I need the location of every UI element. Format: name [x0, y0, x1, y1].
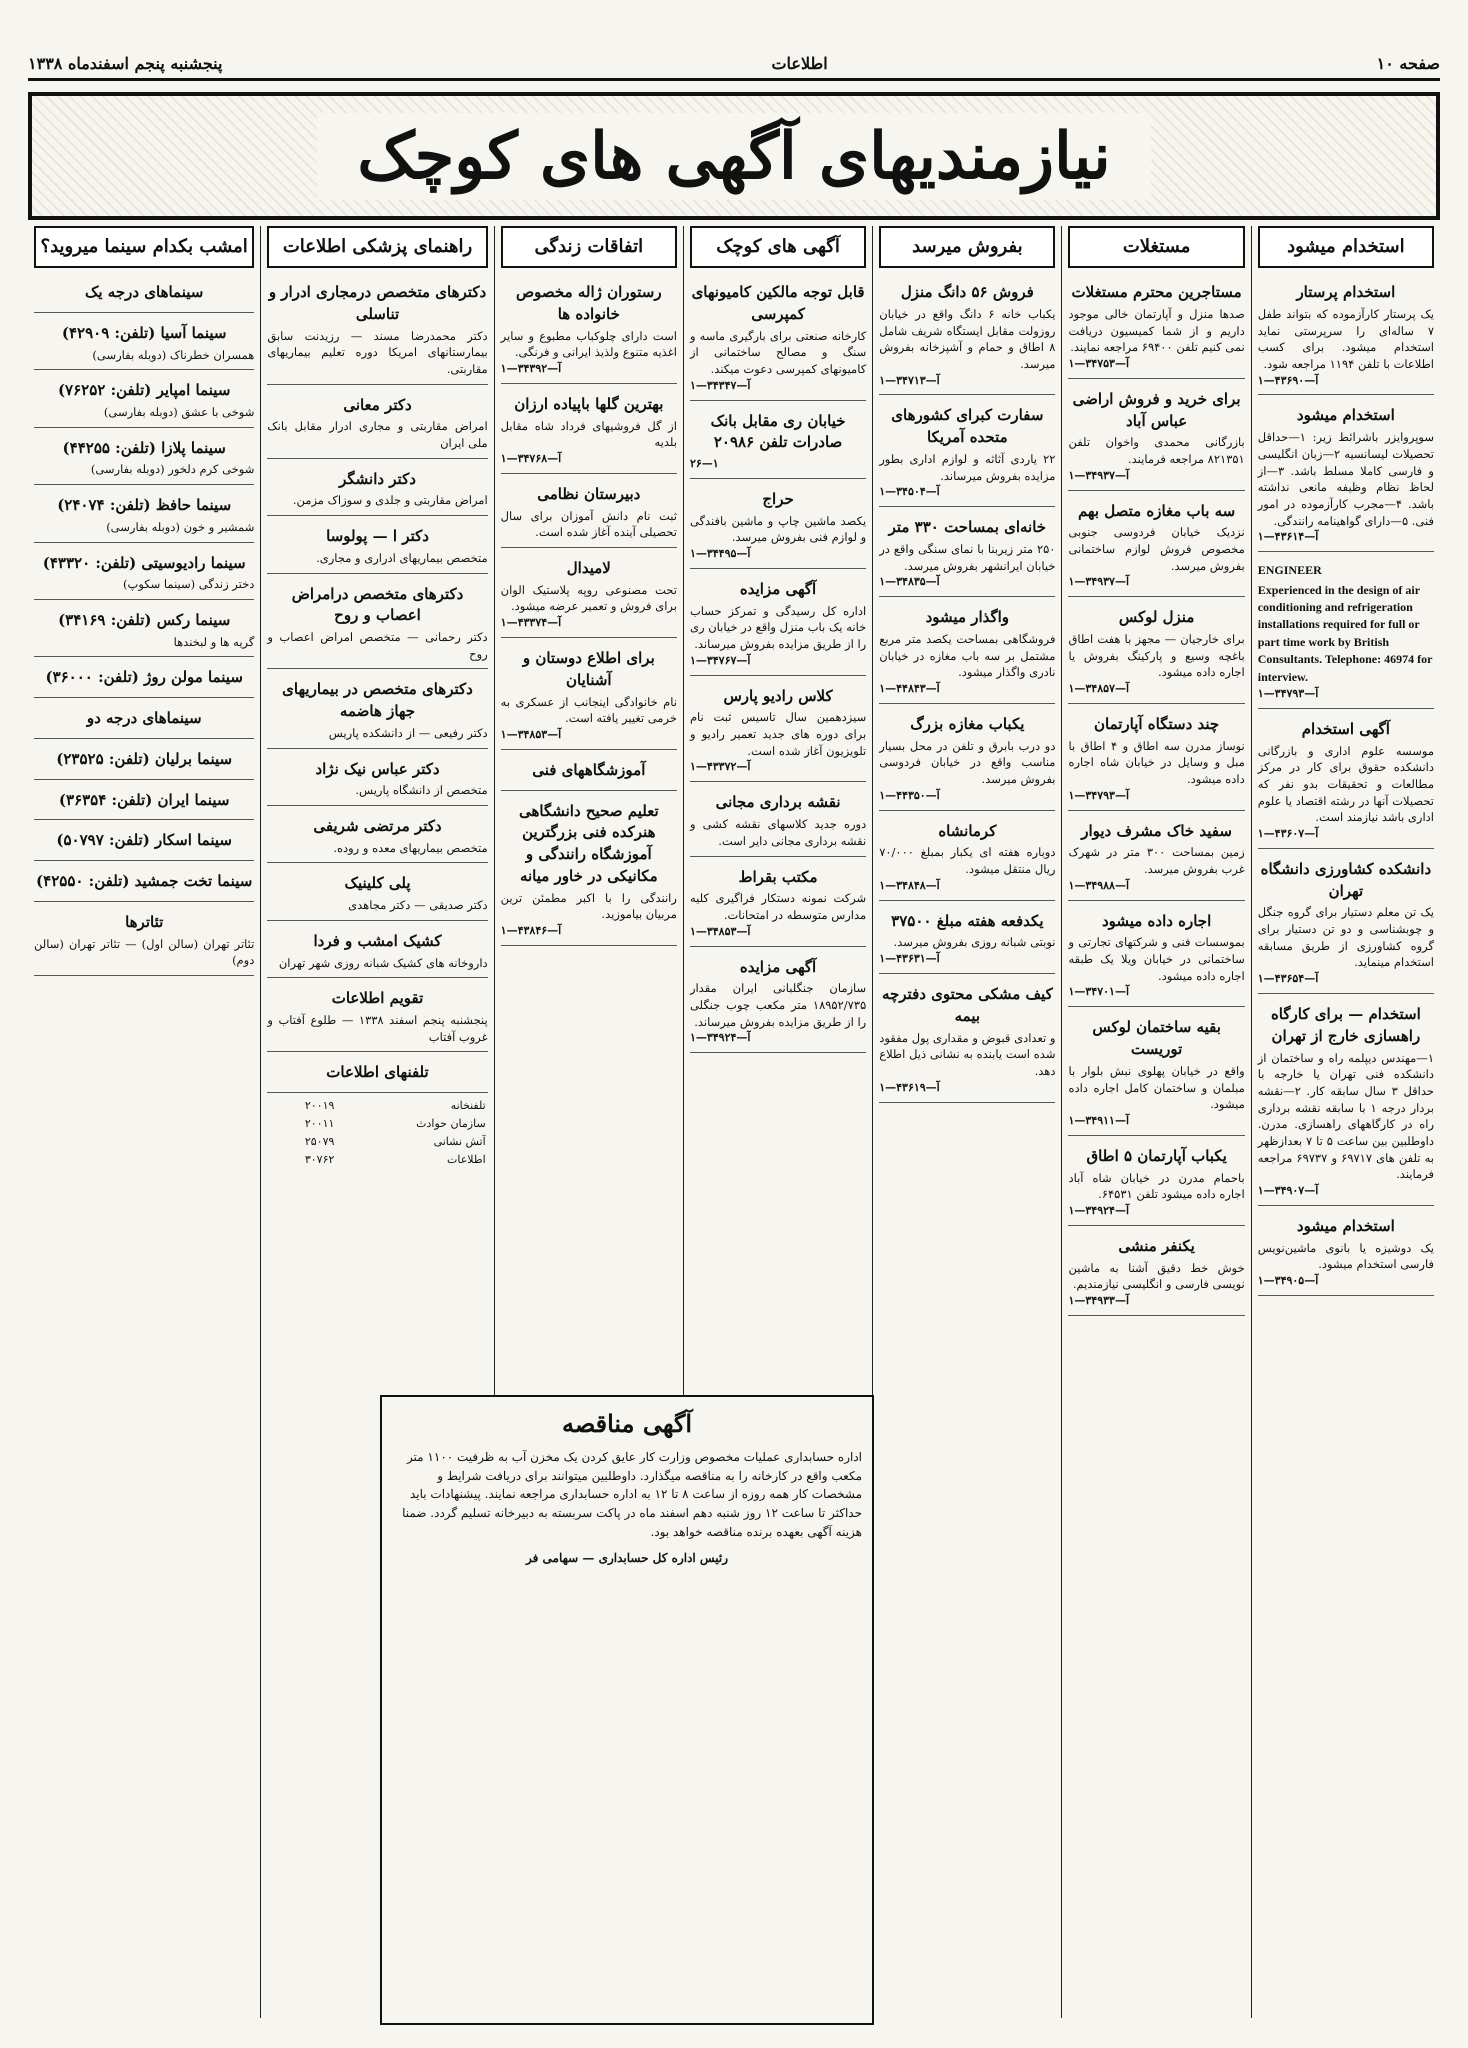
classified-ad: [1258, 1210, 1434, 1296]
phone-number: ۲۵۰۷۹: [304, 1134, 335, 1148]
ad-code: آ—۳۴۷۵۳—۱: [1068, 356, 1129, 370]
phone-name: تلفنخانه: [450, 1099, 486, 1113]
ad-body: تحت مصنوعی روپه پلاستیک الوان برای فروش و تعمیر عرضه میشود.: [500, 582, 677, 614]
ad-code: آ—۳۴۳۹۲—۱: [500, 361, 562, 375]
ad-title: دکتر دانشگر: [339, 469, 416, 488]
ad-title: یکدفعه هفته مبلغ ۳۷۵۰۰: [891, 911, 1044, 930]
ad-body: شمشیر و خون (دوبله بفارسی): [106, 519, 255, 534]
ad-body: پنجشنبه پنجم اسفند ۱۳۳۸ — طلوع آفتاب و غروب آفتاب: [267, 1013, 488, 1044]
classified-column: [28, 226, 260, 2018]
ad-code: آ—۴۳۶۱۹—۱: [879, 1080, 940, 1094]
phone-name: سازمان حوادث: [416, 1117, 486, 1131]
column-heading: اتفاقات زندگی: [501, 226, 677, 268]
classified-ad: [267, 753, 487, 806]
ad-code: آ—۳۴۷۶۷—۱: [689, 653, 751, 667]
ad-title: کشیک امشب و فردا: [313, 931, 442, 950]
classified-ad: [879, 601, 1055, 704]
classified-ad: [1068, 495, 1244, 598]
ad-body: دکتر صدیقی — دکتر مجاهدی: [348, 898, 488, 913]
ad-code: آ—۴۳۳۷۴—۱: [500, 616, 562, 630]
ad-title: لامیدال: [566, 559, 611, 577]
classified-ad: [34, 865, 254, 902]
ad-code: آ—۳۴۹۲۴—۱: [689, 1031, 751, 1045]
ad-body: دوباره هفته ای یکبار بمبلغ ۷۰/۰۰۰ ریال منتقل میشود.: [879, 845, 1056, 877]
ad-title: خیابان ری مقابل بانک صادرات تلفن ۲۰۹۸۶: [710, 411, 846, 452]
ad-title: کیف مشکی محتوی دفترچه بیمه: [881, 985, 1053, 1025]
ad-code: آ—۴۳۶۵۴—۱: [1257, 972, 1319, 986]
ad-title: تقویم اطلاعات: [331, 989, 424, 1008]
ad-body: واقع در خیابان پهلوی نبش بلوار با مبلمان و ساختمان کامل اجاره داده میشود.: [1068, 1063, 1245, 1112]
classified-ad: [501, 478, 677, 548]
classified-column: [1251, 226, 1440, 2018]
classified-ad: [267, 520, 487, 573]
ad-title: دکترهای متخصص درمجاری ادرار و تناسلی: [268, 283, 487, 323]
ad-body: بموسسات فنی و شرکتهای تجارتی و ساختمانی در خیابان ویلا یک طبقه اجاره داده میشود.: [1068, 935, 1245, 983]
ad-body: یک دوشیزه یا بانوی ماشین‌نویس فارسی استخدام میشود.: [1257, 1240, 1434, 1272]
ad-body: دختر زندگی (سینما سکوپ): [123, 577, 255, 592]
page-header: [28, 48, 1440, 81]
ad-title: سینما تخت جمشید (تلفن: ۴۲۵۵۰): [36, 872, 253, 891]
ad-code: آ—۳۴۳۴۷—۱: [689, 378, 751, 392]
ad-code: آ—۳۴۹۲۴—۱: [1068, 1203, 1129, 1217]
classified-ad: [267, 578, 487, 670]
ad-title: پلی کلینیک: [344, 874, 411, 893]
ad-title: بقیه ساختمان لوکس توریست: [1092, 1018, 1221, 1059]
ad-body: کارخانه صنعتی برای بارگیری ماسه و سنگ و مصالح ساختمانی از کامیونهای کمپرسی دعوت میکند.: [689, 328, 867, 376]
ad-code: آ—۳۴۹۳۷—۱: [1068, 468, 1129, 482]
ad-code: آ—۴۴۳۵۰—۱: [879, 788, 940, 802]
classified-ad: [501, 642, 677, 750]
newspaper-name: اطلاعات: [771, 53, 828, 73]
ad-title: سفید خاک مشرف دیوار: [1081, 821, 1232, 840]
ad-code: آ—۳۴۴۹۵—۱: [689, 547, 751, 561]
ad-title: سینما ایران (تلفن: ۳۶۳۵۴): [58, 790, 230, 809]
ad-code: آ—۳۴۵۰۴—۱: [879, 485, 940, 499]
classified-ad: [690, 276, 866, 400]
ad-body: رانندگی را با اکبر مطمئن ترین مربیان بیاموزید.: [500, 890, 677, 922]
classified-ad: [34, 824, 254, 861]
ad-body: خوش خط دقیق آشنا به ماشین نویسی فارسی و انگلیسی نیازمندیم.: [1068, 1260, 1245, 1292]
ad-body: نزدیک خیابان فردوسی جنوبی مخصوص فروش لوازم ساختمانی بفروش میرسد.: [1068, 525, 1245, 573]
phone-number: ۲۰۰۱۱: [304, 1117, 335, 1131]
ad-title: کرمانشاه: [938, 821, 997, 840]
classified-ad: [879, 905, 1055, 974]
ad-body: زمین بمساحت ۳۰۰ متر در شهرک غرب بفروش میرسد.: [1068, 845, 1245, 877]
classified-ad: [1258, 399, 1434, 552]
notice-body: اداره حسابداری عملیات مخصوص وزارت کار عایق کردن یک مخزن آب به ظرفیت ۱۱۰۰ متر مکعب واقع در کارخانه را به مناقصه میگذارد. داوطلبین میتوانند برای دریافت شرایط و مشخصات کار همه روزه از ساعت ۸ تا ۱۲ به اداره حسابداری مراجعه نمایند. پیشنهادات باید حداکثر تا ساعت ۱۲ روز شنبه دهم اسفند ماه در پاکت سربسته به دبیرخانه تسلیم گردد. ضمنا هزینه آگهی بعهده برنده مناقصه خواهد بود.: [402, 1450, 862, 1539]
classified-ad: [34, 743, 254, 780]
ad-code: آ—۳۴۷۰۱—۱: [1068, 985, 1129, 999]
ad-title: سینماهای درجه دو: [86, 709, 202, 728]
phone-name: اطلاعات: [447, 1152, 486, 1166]
ad-code: آ—۴۳۸۴۶—۱: [500, 923, 562, 937]
column-heading: بفروش میرسد: [879, 226, 1055, 268]
ad-title: آموزشگاههای فنی: [532, 760, 646, 779]
ad-body: ۲۲ یاردی آثاثه و لوازم اداری بطور مزایده بفروش میرساند.: [879, 451, 1056, 483]
ad-title: استخدام — برای کارگاه راهسازی خارج از تهران: [1270, 1005, 1421, 1045]
ad-body: امراض مقاربتی و جلدی و سوزاک مزمن.: [292, 493, 488, 508]
classified-ad: [690, 861, 866, 947]
classified-ad: [267, 1056, 487, 1093]
ad-body: دو درب بابرق و تلفن در محل بسیار مناسب واقع در خیابان فردوسی بفروش میرسد.: [879, 738, 1056, 787]
ad-body: است دارای چلوکباب مطبوع و سایر اغذیه متنوع ولذیذ ایرانی و فرنگی.: [500, 328, 677, 360]
ad-body: سوپروایزر باشرائط زیر: ۱—حداقل تحصیلات لیسانسیه ۲—زبان انگلیسی و فارسی کاملا مسلط باشد. ۳—از لحاظ نظام وظیفه مانعی نداشته باشد. ۴—مجرب کارآزموده در امور فنی. ۵—دارای گواهینامه رانندگی.: [1257, 430, 1434, 528]
ad-title: مستاجرین محترم مستغلات: [1071, 283, 1242, 302]
ad-title: سینماهای درجه یک: [84, 283, 204, 302]
ad-title: فروش ۵۶ دانگ منزل: [900, 283, 1034, 302]
classified-ad: [690, 483, 866, 569]
ad-title: سینما پلازا (تلفن: ۴۴۲۵۵): [62, 438, 226, 457]
page-number: صفحه ۱۰: [1376, 53, 1440, 73]
ad-body: یک پرستار کارآزموده که بتواند طفل ۷ ساله‌ای را سرپرستی نماید استخدام میشود. برای کسب اطلاعات با تلفن ۱۱۹۴ مراجعه شود.: [1257, 306, 1434, 371]
phone-row: [267, 1151, 487, 1169]
classified-ad: [34, 784, 254, 821]
ad-title: برای خرید و فروش اراضی عباس آباد: [1072, 389, 1241, 430]
classified-ad: [690, 951, 866, 1054]
ad-code: آ—۳۴۷۶۸—۱: [500, 451, 562, 465]
ad-body: بازرگانی محمدی واخوان تلفن ۸۲۱۳۵۱ مراجعه فرمایند.: [1068, 435, 1245, 466]
classified-ad: [267, 389, 487, 459]
ad-body: ۲۵۰ متر زیربنا با نمای سنگی واقع در خیابان ایرانشهر بفروش میرسد.: [879, 542, 1056, 573]
column-heading: استخدام میشود: [1258, 226, 1434, 268]
ad-title: آگهی مزایده: [739, 580, 817, 599]
notice-title: آگهی مناقصه: [561, 1409, 693, 1438]
ad-body: Experienced in the design of air conditioning and refrigeration installations required for full or part time work by British Consultants. Telephone: 46974 for interview.: [1257, 582, 1433, 684]
classified-ad: [34, 661, 254, 698]
tender-notice: [380, 1395, 874, 2025]
ad-code: آ—۳۴۷۹۳—۱: [1068, 788, 1129, 802]
ad-body: یک تن معلم دستیار برای گروه جنگل و چوبشناسی و دو تن دستیار برای گروه کشاورزی از طریق مسابقه استخدام مینماید.: [1257, 905, 1434, 970]
classified-ad: [267, 276, 487, 385]
classified-ad: [501, 388, 677, 474]
ad-title: حراج: [762, 489, 794, 508]
ad-body: گریه ها و لبخندها: [173, 634, 255, 649]
ad-title: یکنفر منشی: [1118, 1236, 1195, 1255]
classified-ad: [34, 547, 254, 600]
phone-number: ۳۰۷۶۲: [304, 1152, 335, 1166]
ad-body: همسران خطرناک (دوبله بفارسی): [92, 347, 255, 362]
classified-ad: [1258, 713, 1434, 849]
phone-row: [267, 1097, 487, 1115]
ad-title: واگذار میشود: [925, 608, 1010, 627]
classified-ad: [34, 702, 254, 739]
ad-body: داروخانه های کشیک شبانه روزی شهر تهران: [278, 955, 488, 970]
ad-body: موسسه علوم اداری و بازرگانی دانشکده حقوق برای کار در مرکز مطالعات و تحقیقات بدو نفر که تحصیلات آنها در رشته اقتصاد یا علوم اداری باشد نیازمند است.: [1257, 743, 1434, 825]
ad-code: آ—۳۴۸۵۷—۱: [1068, 682, 1129, 696]
ad-title: سینما مولن روژ (تلفن: ۳۶۰۰۰): [45, 668, 243, 687]
classified-ad: [34, 604, 254, 657]
classified-ad: [879, 399, 1055, 507]
classified-ad: [879, 511, 1055, 597]
ad-code: آ—۳۴۸۴۸—۱: [879, 878, 940, 892]
ad-body: نام خانوادگی اینجانب از عسکری به خرمی تغییر یافته است.: [500, 694, 677, 726]
ad-title: برای اطلاع دوستان و آشنایان: [522, 649, 655, 689]
ad-body: متخصص بیماریهای ادراری و مجاری.: [316, 550, 488, 565]
ad-title: سینما برلیان (تلفن: ۲۳۵۲۵): [56, 749, 233, 768]
classified-ad: [1068, 1011, 1244, 1135]
phone-row: [267, 1115, 487, 1133]
classified-ad: [501, 795, 677, 946]
classified-ad: [1068, 1140, 1244, 1226]
classified-ad: [1258, 276, 1434, 395]
ad-body: متخصص از دانشگاه پاریس.: [355, 783, 488, 798]
ad-title: سینما اسکار (تلفن: ۵۰۷۹۷): [56, 831, 232, 850]
ad-code: آ—۴۳۶۳۱—۱: [879, 952, 940, 966]
classified-ad: [1258, 556, 1434, 709]
ad-body: باحمام مدرن در خیابان شاه آباد اجاره داده میشود تلفن ۶۴۵۳۱.: [1068, 1170, 1245, 1202]
ad-title: دکترهای متخصص در بیماریهای جهاز هاضمه: [282, 680, 473, 721]
ad-body: ۱—مهندس دیپلمه راه و ساختمان از دانشکده فنی تهران یا خارجه با حداقل ۳ سال سابقه کار. ۲—نقشه بردار درجه ۱ با سابقه نقشه برداری راه در کارگاههای راهسازی. مدرن. داوطلبین بین ساعت ۵ تا ۷ بعدازظهر به تلفن های ۶۹۷۱۷ و ۶۹۷۳۷ مراجعه فرمایند.: [1257, 1050, 1435, 1182]
classified-ad: [267, 982, 487, 1052]
classified-ad: [34, 432, 254, 485]
ad-body: نوساز مدرن سه اطاق و ۴ اطاق با مبل و وسایل در خیابان شاه اجاره داده میشود.: [1068, 738, 1245, 787]
ad-body: ثبت نام دانش آموزان برای سال تحصیلی آینده آغاز شده است.: [500, 508, 677, 540]
classified-ad: [1068, 601, 1244, 704]
classified-ad: [267, 867, 487, 920]
ad-body: امراض مقاربتی و مجاری ادرار مقابل بانک ملی ایران: [267, 419, 488, 451]
classified-ad: [1068, 905, 1244, 1008]
ad-body: از گل فروشیهای فرداد شاه مقابل بلدیه: [500, 418, 677, 450]
classifieds-masthead: [28, 92, 1440, 220]
ad-title: دبیرستان نظامی: [537, 484, 641, 503]
classified-ad: [34, 906, 254, 976]
classified-column: [872, 226, 1061, 2018]
column-heading: آگهی های کوچک: [690, 226, 866, 268]
ad-title: نقشه برداری مجانی: [715, 793, 841, 812]
ad-body: شوخی کرم دلخور (دوبله بفارسی): [90, 462, 255, 477]
classified-ad: [34, 489, 254, 542]
classified-ad: [1258, 998, 1434, 1206]
classified-ad: [879, 978, 1055, 1102]
ad-body: نوبتی شبانه روزی بفروش میرسد.: [893, 935, 1056, 950]
ad-code: آ—۳۴۹۰۵—۱: [1257, 1273, 1319, 1287]
ad-title: دکتر عباس نیک نژاد: [315, 759, 440, 778]
ad-code: آ—۴۳۳۷۲—۱: [689, 760, 751, 774]
classified-ad: [1068, 815, 1244, 901]
ad-code: آ—۳۴۹۸۸—۱: [1068, 878, 1129, 892]
classified-ad: [879, 815, 1055, 901]
ad-code: آ—۴۳۶۱۴—۱: [1257, 530, 1319, 544]
classified-ad: [690, 680, 866, 783]
column-heading: راهنمای پزشکی اطلاعات: [267, 226, 487, 268]
ad-title: کلاس رادیو پارس: [723, 686, 833, 705]
ad-title: چند دستگاه آپارتمان: [1094, 714, 1220, 733]
ad-title: سینما رکس (تلفن: ۳۴۱۶۹): [58, 610, 231, 629]
phone-name: آتش نشانی: [433, 1134, 486, 1148]
issue-date: پنجشنبه پنجم اسفندماه ۱۳۳۸: [28, 53, 223, 73]
ad-body: دکتر رحمانی — متخصص امراض اعصاب و روح: [267, 630, 488, 661]
ad-body: شرکت نمونه دستکار فراگیری کلیه مدارس متوسطه در امتحانات.: [689, 891, 867, 922]
ad-title: سینما حافظ (تلفن: ۲۴۰۷۴): [57, 496, 232, 515]
ad-title: دکتر مرتضی شریفی: [313, 816, 442, 835]
ad-body: اداره کل رسیدگی و تمرکز حساب خانه یک باب منزل واقع در خیابان ری را از طریق مزایده بفروش میرساند.: [689, 603, 867, 652]
classified-ad: [690, 405, 866, 479]
classified-ad: [501, 754, 677, 791]
classified-ad: [501, 552, 677, 638]
classified-column: [1061, 226, 1250, 2018]
notice-footer: رئیس اداره کل حسابداری — سهامی فر: [526, 1551, 728, 1566]
ad-body: متخصص بیماریهای معده و روده.: [333, 840, 488, 855]
masthead-title: نیازمندیهای آگهی های کوچک: [317, 113, 1150, 200]
classified-ad: [34, 317, 254, 370]
classified-ad: [267, 673, 487, 748]
ad-title: تلفنهای اطلاعات: [326, 1063, 429, 1082]
classified-ad: [1068, 708, 1244, 811]
ad-body: سیزدهمین سال تاسیس ثبت نام برای دوره های جدید تعمیر رادیو و تلویزیون آغاز شده است.: [689, 710, 867, 758]
ad-body: و تعدادی قبوض و مقداری پول مفقود شده است یابنده به نشانی ذیل اطلاع دهد.: [879, 1030, 1056, 1078]
ad-title: تئاترها: [125, 912, 164, 931]
column-heading: امشب بکدام سینما میروید؟: [34, 226, 254, 268]
classified-ad: [1258, 853, 1434, 994]
ad-title: استخدام پرستار: [1296, 283, 1396, 302]
ad-title: یکباب مغازه بزرگ: [910, 714, 1025, 733]
ad-body: دوره جدید کلاسهای نقشه کشی و نقشه برداری مجانی دایر است.: [689, 817, 867, 848]
classified-ad: [267, 925, 487, 978]
ad-code: آ—۳۴۸۵۳—۱: [500, 727, 562, 741]
ad-code: آ—۴۳۶۰۷—۱: [1257, 826, 1319, 840]
ad-body: دکتر رفیعی — از دانشکده پاریس: [328, 725, 488, 740]
ad-title: تعلیم صحیح دانشگاهی هنرکده فنی بزرگترین آموزشگاه رانندگی و مکانیکی در خاور میانه: [518, 801, 659, 885]
ad-body: برای خارجیان — مجهز با هفت اطاق باغچه وسیع و پارکینگ بفروش یا اجاره داده میشود.: [1068, 632, 1245, 680]
classified-ad: [34, 276, 254, 313]
classified-ad: [1068, 1230, 1244, 1316]
ad-code: آ—۳۴۷۹۳—۱: [1257, 686, 1319, 700]
ad-code: آ—۳۴۹۳۷—۱: [1068, 575, 1129, 589]
ad-title: سینما رادیوسیتی (تلفن: ۴۳۳۲۰): [42, 553, 246, 572]
classified-ad: [34, 374, 254, 427]
ad-code: آ—۳۴۸۳۵—۱: [879, 575, 940, 589]
ad-code: ۲۶—۱: [689, 457, 719, 471]
classified-ad: [879, 276, 1055, 395]
ad-title: مکتب بقراط: [738, 867, 818, 886]
classified-ad: [690, 786, 866, 856]
column-heading: مستغلات: [1068, 226, 1244, 268]
ad-title: اجاره داده میشود: [1101, 911, 1212, 930]
phone-number: ۲۰۰۱۹: [304, 1099, 335, 1113]
ad-body: شوخی با عشق (دوبله بفارسی): [103, 405, 255, 420]
ad-title: سینما امپایر (تلفن: ۷۶۲۵۲): [57, 381, 231, 400]
ad-title: سفارت کبرای کشورهای متحده آمریکا: [891, 406, 1044, 447]
ad-code: آ—۴۴۸۴۳—۱: [879, 682, 940, 696]
ad-title: منزل لوکس: [1118, 608, 1195, 627]
ad-body: فروشگاهی بمساحت یکصد متر مربع مشتمل بر سه باب مغازه در خیابان نادری واگذار میشود.: [879, 632, 1056, 680]
ad-title: دانشکده کشاورزی دانشگاه تهران: [1260, 859, 1432, 900]
ad-title: استخدام میشود: [1296, 406, 1395, 425]
classified-ad: [267, 810, 487, 863]
ad-code: آ—۳۴۹۰۷—۱: [1257, 1183, 1319, 1197]
classified-ad: [1068, 383, 1244, 491]
ad-title: یکباب آپارتمان ۵ اطاق: [1086, 1146, 1227, 1165]
ad-title: آگهی مزایده: [739, 957, 817, 976]
ad-title: سینما آسیا (تلفن: ۴۲۹۰۹): [61, 323, 227, 342]
ad-title: ENGINEER: [1257, 563, 1322, 578]
ad-title: استخدام میشود: [1296, 1216, 1395, 1235]
ad-body: یکباب خانه ۶ دانگ واقع در خیابان روزولت مقابل ایستگاه شریف شامل ۸ اطاق و حمام و آشپزخانه بفروش میرسد.: [879, 306, 1056, 371]
ad-title: دکتر ا — پولوسا: [326, 527, 429, 546]
phones-table: [267, 1097, 487, 1169]
ad-title: سه باب مغازه متصل بهم: [1077, 501, 1236, 520]
classified-ad: [501, 276, 677, 384]
ad-title: آگهی استخدام: [1301, 719, 1390, 738]
classified-ad: [1068, 276, 1244, 379]
phone-row: [267, 1133, 487, 1151]
ad-code: آ—۳۴۹۱۱—۱: [1068, 1113, 1129, 1127]
ad-title: خانه‌ای بمساحت ۳۳۰ متر: [888, 518, 1047, 537]
ad-body: دکتر محمدرضا مسند — رزیدنت سابق بیمارستانهای امریکا دوره تعلیم بیماریهای مقاربتی.: [267, 328, 488, 376]
ad-body: یکصد ماشین چاپ و ماشین بافندگی و لوازم فنی بفروش میرسد.: [689, 513, 867, 545]
ad-body: تئاتر تهران (سالن اول) — تئاتر تهران (سالن دوم): [34, 936, 255, 968]
classified-ad: [690, 573, 866, 676]
ad-code: آ—۳۴۹۳۳—۱: [1068, 1294, 1129, 1307]
classified-ad: [267, 463, 487, 516]
ad-code: آ—۴۳۶۹۰—۱: [1257, 373, 1319, 387]
ad-body: سازمان جنگلبانی ایران مقدار ۱۸۹۵۲/۷۳۵ متر مکعب چوب جنگلی را از طریق مزایده بفروش میرساند.: [689, 981, 867, 1029]
ad-title: دکترهای متخصص درامراض اعصاب و روح: [291, 584, 464, 625]
classified-ad: [879, 708, 1055, 811]
ad-code: آ—۳۴۸۵۳—۱: [689, 924, 751, 938]
ad-title: قابل توجه مالکین کامیونهای کمپرسی: [691, 283, 865, 323]
ad-title: رستوران ژاله مخصوص خانواده ها: [516, 283, 662, 323]
ad-body: صدها منزل و آپارتمان خالی موجود داریم و از شما کمیسیون دریافت نمی کنیم تلفن ۶۹۴۰۰ مراجعه نمایند.: [1068, 306, 1245, 355]
ad-title: بهترین گلها باپیاده ارزان: [514, 394, 664, 413]
ad-title: دکتر معانی: [343, 395, 412, 414]
ad-code: آ—۳۴۷۱۳—۱: [879, 373, 940, 387]
